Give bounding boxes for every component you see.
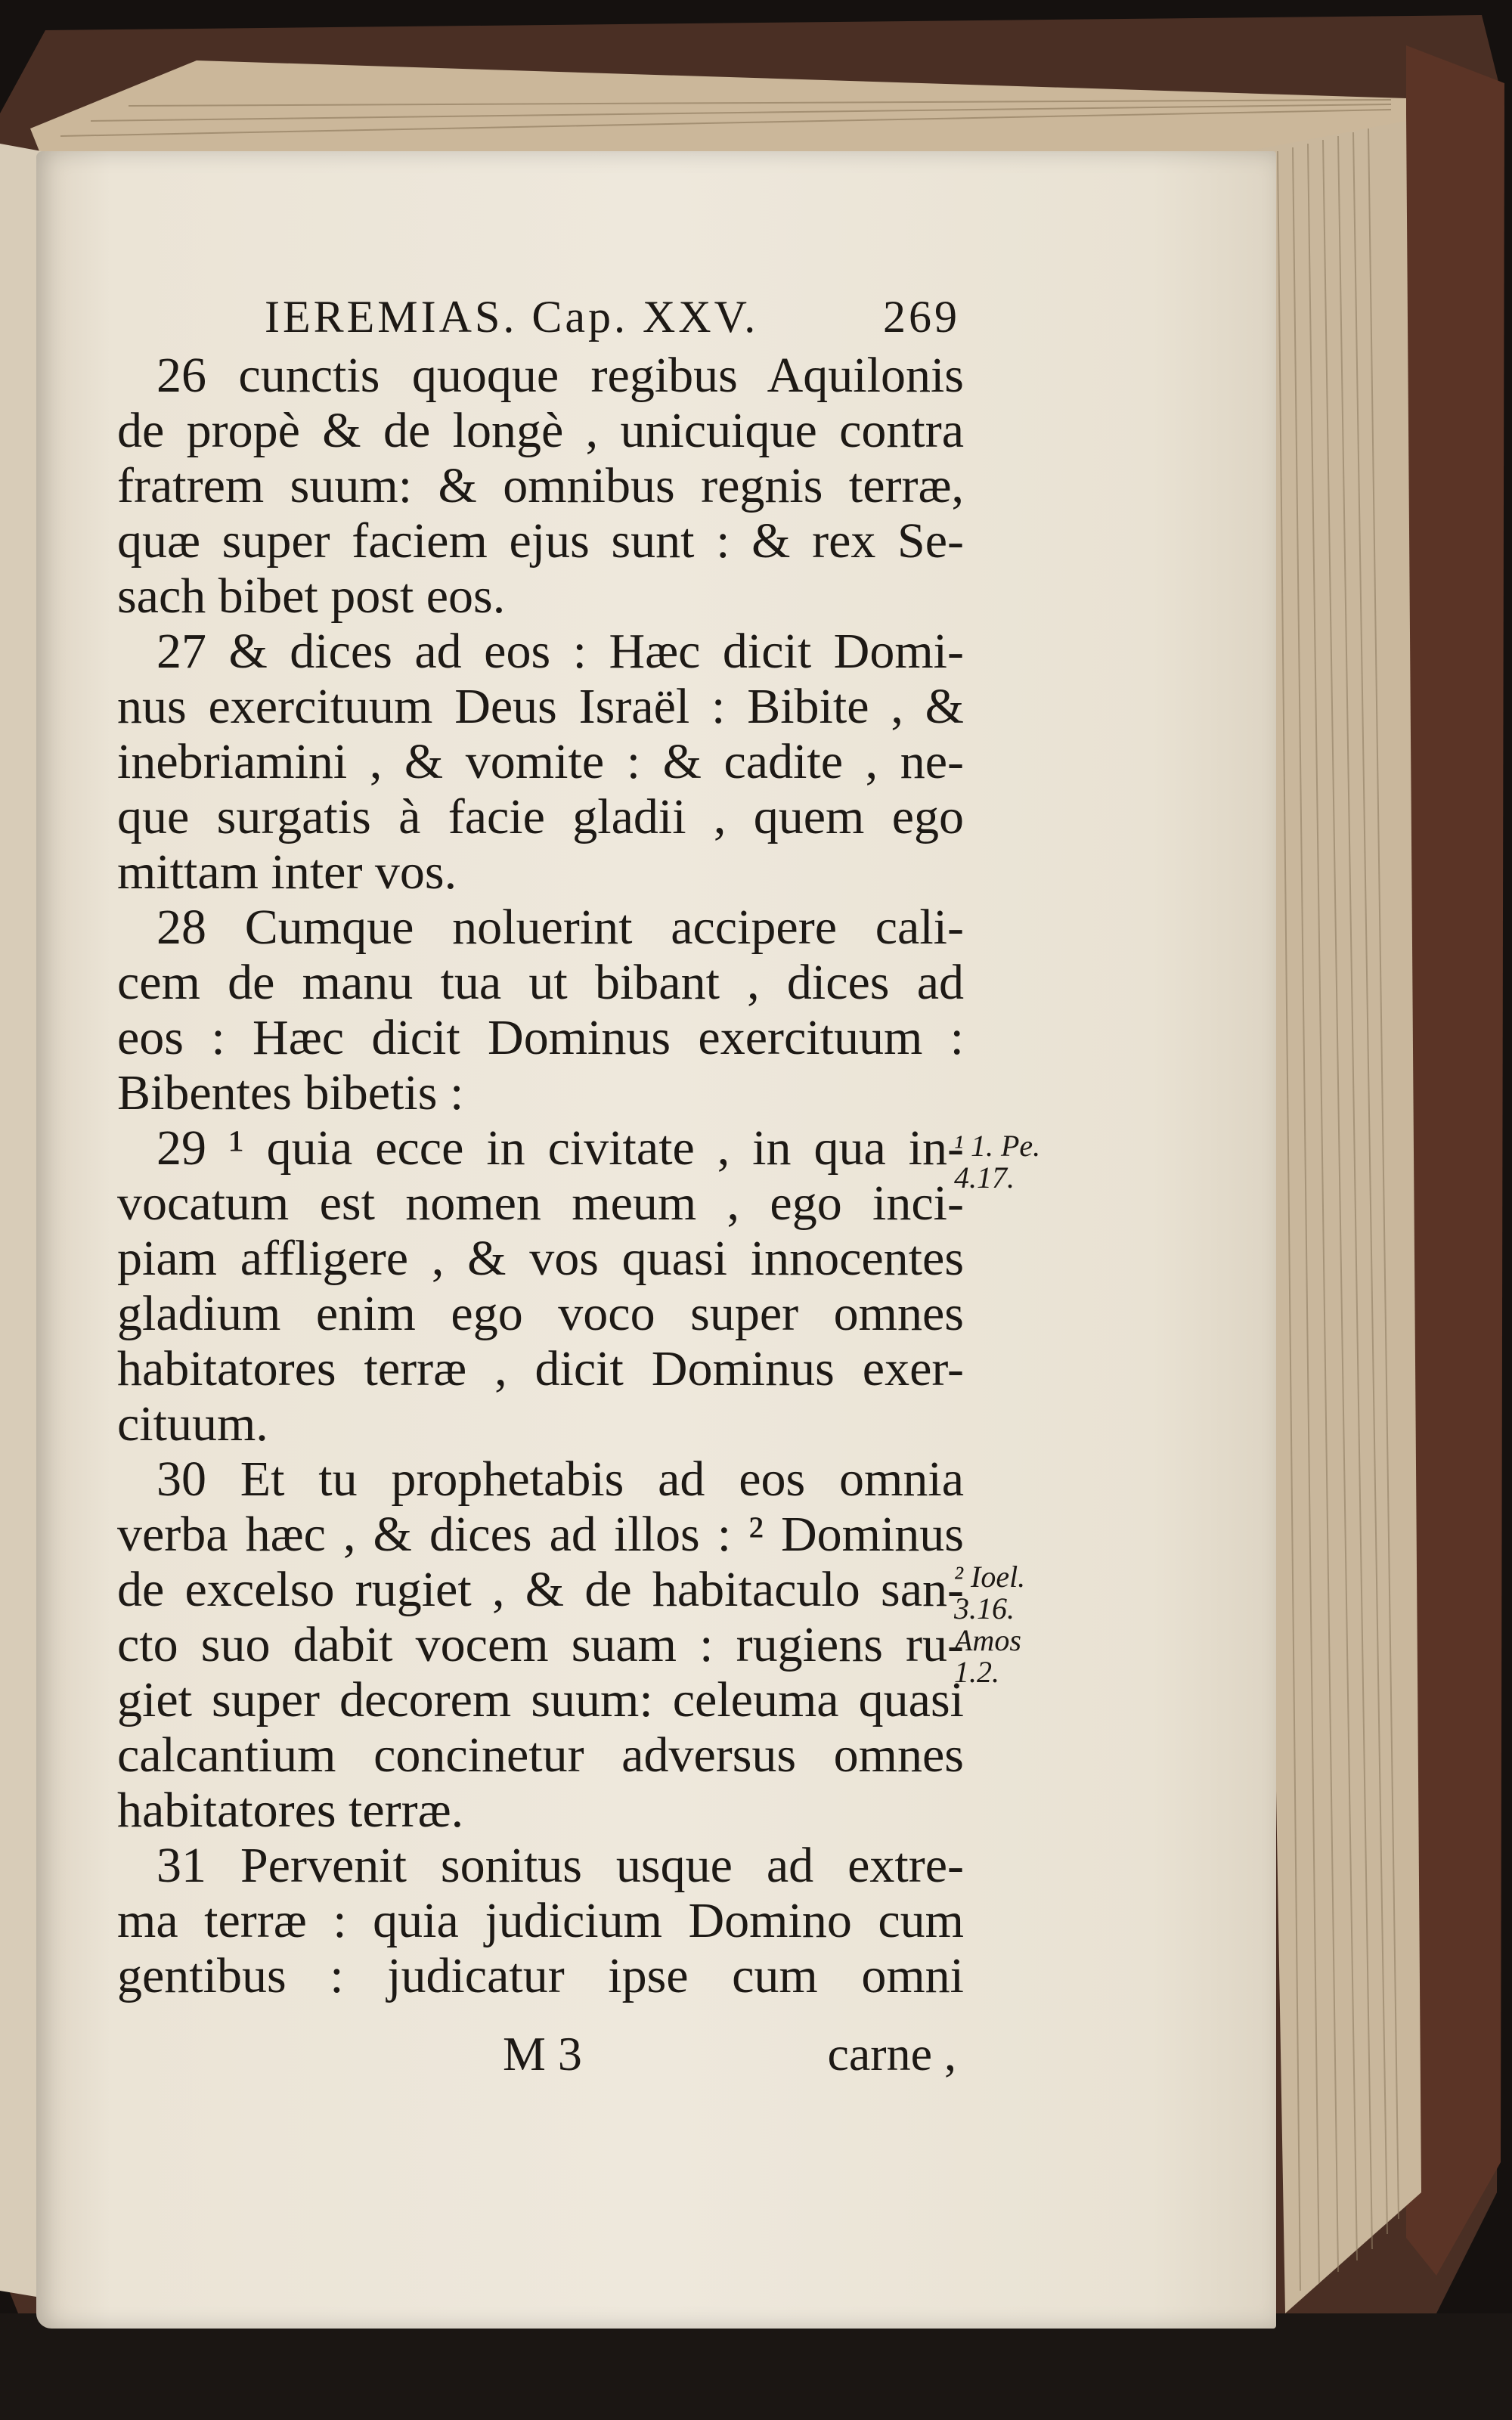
margin-note-line: Amos xyxy=(954,1623,1021,1657)
margin-note-line: ¹ 1. Pe. xyxy=(954,1129,1041,1163)
text-line: gentibus : judicatur ipse cum omni xyxy=(117,1948,964,2003)
text-line: 29 ¹ quia ecce in civitate , in qua in- xyxy=(156,1120,964,1176)
text-line: calcantium concinetur adversus omnes xyxy=(117,1727,964,1783)
body-text xyxy=(117,348,964,2003)
text-line: habitatores terræ , dicit Dominus exer- xyxy=(117,1341,964,1396)
text-line: cituum. xyxy=(117,1396,268,1452)
margin-note-1 xyxy=(954,1130,1040,1194)
text-line: que surgatis à facie gladii , quem ego xyxy=(117,789,964,844)
text-line: 30 Et tu prophetabis ad eos omnia xyxy=(156,1452,964,1507)
text-line: gladium enim ego voco super omnes xyxy=(117,1286,964,1341)
page-footer xyxy=(503,2026,956,2082)
text-line: 28 Cumque noluerint accipere cali- xyxy=(156,900,964,955)
text-line: mittam inter vos. xyxy=(117,844,457,900)
running-header xyxy=(265,291,960,343)
text-line: de propè & de longè , unicuique contra xyxy=(117,403,964,458)
signature-mark: M 3 xyxy=(503,2027,582,2081)
text-line: eos : Hæc dicit Dominus exercituum : xyxy=(117,1010,964,1065)
text-line: cem de manu tua ut bibant , dices ad xyxy=(117,955,964,1010)
text-line: sach bibet post eos. xyxy=(117,569,506,624)
text-line: de excelso rugiet , & de habitaculo san- xyxy=(117,1562,964,1617)
text-line: piam affligere , & vos quasi innocentes xyxy=(117,1231,964,1286)
text-line: verba hæc , & dices ad illos : ² Dominus xyxy=(117,1507,964,1562)
text-line: vocatum est nomen meum , ego inci- xyxy=(117,1176,964,1231)
running-title: IEREMIAS. Cap. XXV. xyxy=(265,292,759,342)
text-line: 27 & dices ad eos : Hæc dicit Domi- xyxy=(156,624,964,679)
text-line: Bibentes bibetis : xyxy=(117,1065,464,1120)
text-line: 26 cunctis quoque regibus Aquilonis xyxy=(156,348,964,403)
page-number: 269 xyxy=(883,292,960,342)
catchword: carne , xyxy=(827,2027,956,2081)
text-line: inebriamini , & vomite : & cadite , ne- xyxy=(117,734,964,789)
text-line: cto suo dabit vocem suam : rugiens ru- xyxy=(117,1617,964,1672)
text-line: giet super decorem suum: celeuma quasi xyxy=(117,1672,964,1727)
margin-note-line: 3.16. xyxy=(954,1591,1015,1625)
text-line: fratrem suum: & omnibus regnis terræ, xyxy=(117,458,964,513)
text-line: 31 Pervenit sonitus usque ad extre- xyxy=(156,1838,964,1893)
text-line: ma terræ : quia judicium Domino cum xyxy=(117,1893,964,1948)
margin-note-line: 1.2. xyxy=(954,1655,999,1689)
margin-note-line: 4.17. xyxy=(954,1160,1015,1195)
margin-note-2 xyxy=(954,1561,1025,1688)
text-line: habitatores terræ. xyxy=(117,1783,464,1838)
text-line: quæ super faciem ejus sunt : & rex Se- xyxy=(117,513,964,569)
text-line: nus exercituum Deus Israël : Bibite , & xyxy=(117,679,964,734)
margin-note-line: ² Ioel. xyxy=(954,1560,1026,1594)
